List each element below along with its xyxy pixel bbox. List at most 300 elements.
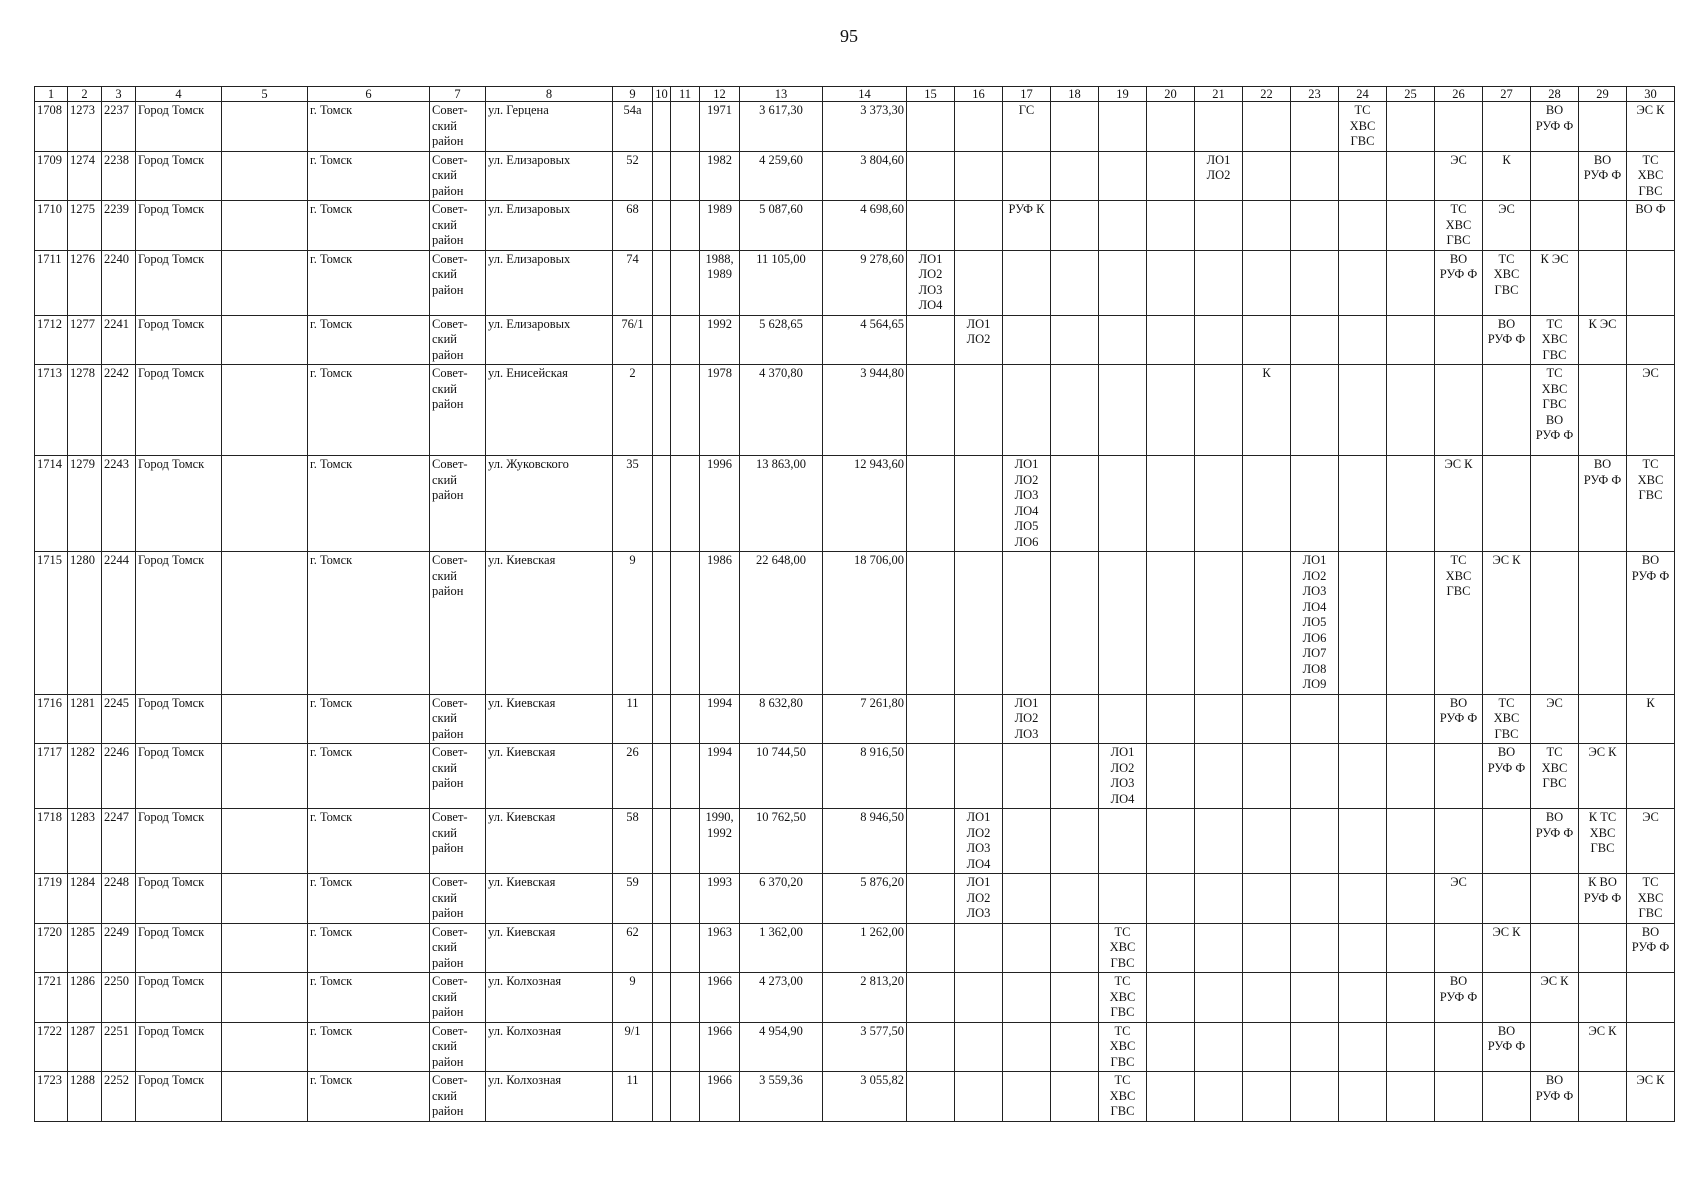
column-header: 22 [1243,87,1291,102]
column-header: 5 [222,87,308,102]
table-cell [1099,552,1147,695]
table-cell: 1971 [700,102,740,152]
table-cell: 2245 [102,694,136,744]
table-row [35,456,1675,552]
table-cell: ЛО1 ЛО2 ЛО3 ЛО4 [955,809,1003,874]
table-row [35,874,1675,924]
table-cell: 1966 [700,973,740,1023]
table-cell [1243,694,1291,744]
table-cell: 4 698,60 [823,201,907,251]
table-cell [671,874,700,924]
table-cell: ЭС К [1627,1072,1675,1122]
table-cell: 7 261,80 [823,694,907,744]
table-cell [1579,201,1627,251]
table-cell [1195,744,1243,809]
table-cell: г. Томск [308,694,430,744]
table-cell [653,923,671,973]
table-cell [1147,809,1195,874]
table-cell: Город Томск [136,874,222,924]
table-cell [1051,973,1099,1023]
header-row [35,87,1675,102]
table-cell [653,1022,671,1072]
table-cell: ВО РУФ Ф [1627,923,1675,973]
table-cell [1627,973,1675,1023]
table-cell [653,694,671,744]
table-cell [1147,151,1195,201]
table-cell [1243,315,1291,365]
table-cell [1387,1022,1435,1072]
table-cell [1627,1022,1675,1072]
table-cell [1483,1072,1531,1122]
table-cell [1531,201,1579,251]
table-cell: Совет- ский район [430,365,486,456]
table-cell [1387,744,1435,809]
table-cell [1627,250,1675,315]
table-cell [1291,874,1339,924]
table-cell: ул. Киевская [486,874,613,924]
table-header [35,87,1675,102]
table-cell: ВО РУФ Ф [1579,456,1627,552]
table-cell: 1284 [68,874,102,924]
table-cell: К [1243,365,1291,456]
table-cell [1387,694,1435,744]
table-cell: 1281 [68,694,102,744]
table-cell: г. Томск [308,1022,430,1072]
table-cell: 2252 [102,1072,136,1122]
table-cell [1195,809,1243,874]
table-cell [1003,809,1051,874]
table-cell: 1285 [68,923,102,973]
table-cell [1435,365,1483,456]
table-cell: г. Томск [308,250,430,315]
column-header: 17 [1003,87,1051,102]
table-cell [907,151,955,201]
housing-register-table [34,86,1675,1122]
table-cell: ГС [1003,102,1051,152]
table-cell [1531,151,1579,201]
table-cell [671,250,700,315]
table-cell: ул. Елизаровых [486,201,613,251]
table-row [35,973,1675,1023]
table-cell: Город Томск [136,694,222,744]
table-cell: г. Томск [308,201,430,251]
table-cell: 59 [613,874,653,924]
table-cell: РУФ К [1003,201,1051,251]
table-cell: г. Томск [308,973,430,1023]
table-cell [1579,552,1627,695]
table-cell [1291,1022,1339,1072]
table-cell: 4 564,65 [823,315,907,365]
table-cell: 5 628,65 [740,315,823,365]
table-cell [1099,874,1147,924]
table-cell: г. Томск [308,1072,430,1122]
table-cell: ТС ХВС ГВС [1099,973,1147,1023]
table-cell: ЭС [1627,809,1675,874]
table-cell [1291,250,1339,315]
table-row [35,201,1675,251]
table-cell: 1288 [68,1072,102,1122]
table-cell [1003,1072,1051,1122]
table-cell [1099,102,1147,152]
table-cell [907,315,955,365]
table-cell: Совет- ский район [430,315,486,365]
table-cell [1147,102,1195,152]
table-cell [1435,1022,1483,1072]
table-cell: 2 813,20 [823,973,907,1023]
table-cell: ТС ХВС ГВС [1435,201,1483,251]
table-cell: 3 617,30 [740,102,823,152]
table-cell [1387,874,1435,924]
table-cell [1195,201,1243,251]
table-cell: 11 [613,694,653,744]
table-cell: ВО РУФ Ф [1531,809,1579,874]
table-cell [1627,744,1675,809]
table-cell: 2240 [102,250,136,315]
column-header: 14 [823,87,907,102]
table-cell [907,694,955,744]
table-cell [1099,151,1147,201]
table-cell: 58 [613,809,653,874]
table-row [35,365,1675,456]
table-cell: ВО РУФ Ф [1483,1022,1531,1072]
table-cell [671,1072,700,1122]
table-cell [1291,151,1339,201]
table-cell: ул. Киевская [486,923,613,973]
table-cell [1387,1072,1435,1122]
table-cell: ТС ХВС ГВС [1099,1022,1147,1072]
table-cell: г. Томск [308,102,430,152]
table-cell: Город Томск [136,923,222,973]
table-cell [1387,809,1435,874]
table-cell [1291,315,1339,365]
table-cell [1195,456,1243,552]
table-cell: 2 [613,365,653,456]
table-cell: Город Томск [136,151,222,201]
table-cell: ЛО1 ЛО2 ЛО3 [1003,694,1051,744]
table-cell: ул. Колхозная [486,1022,613,1072]
table-cell [1291,809,1339,874]
table-cell: Совет- ский район [430,744,486,809]
table-cell: 2250 [102,973,136,1023]
table-cell [1003,552,1051,695]
table-cell: ТС ХВС ГВС ВО РУФ Ф [1531,365,1579,456]
table-cell: 1994 [700,694,740,744]
column-header: 11 [671,87,700,102]
table-cell [671,365,700,456]
table-cell [653,809,671,874]
table-cell [1291,102,1339,152]
table-cell: 1273 [68,102,102,152]
table-cell [653,250,671,315]
table-cell: Город Томск [136,552,222,695]
table-cell [1339,552,1387,695]
table-cell [1003,250,1051,315]
column-header: 28 [1531,87,1579,102]
table-cell [222,315,308,365]
table-cell [1339,201,1387,251]
table-cell: Город Томск [136,365,222,456]
table-cell [1099,315,1147,365]
table-cell: 76/1 [613,315,653,365]
table-cell: 1722 [35,1022,68,1072]
table-cell: 1986 [700,552,740,695]
table-cell [955,1072,1003,1122]
table-cell [907,809,955,874]
table-cell [1339,456,1387,552]
table-cell [1195,250,1243,315]
table-cell [1387,365,1435,456]
table-cell: ТС ХВС ГВС [1099,1072,1147,1122]
table-cell [671,201,700,251]
table-cell [955,552,1003,695]
table-cell: Совет- ский район [430,201,486,251]
table-cell: Город Томск [136,456,222,552]
table-cell [1003,151,1051,201]
table-cell [1387,973,1435,1023]
table-cell [1243,456,1291,552]
table-cell [1579,365,1627,456]
table-cell [955,365,1003,456]
table-cell: 1710 [35,201,68,251]
table-row [35,1022,1675,1072]
table-cell: ул. Елизаровых [486,151,613,201]
table-cell: 1721 [35,973,68,1023]
table-cell: 9 278,60 [823,250,907,315]
table-cell [1483,456,1531,552]
table-cell [671,151,700,201]
table-cell: ул. Киевская [486,552,613,695]
table-cell: Город Томск [136,1022,222,1072]
table-cell: ЭС К [1531,973,1579,1023]
table-cell: г. Томск [308,809,430,874]
table-cell: ВО РУФ Ф [1435,973,1483,1023]
table-cell [1579,102,1627,152]
table-cell [1051,250,1099,315]
table-cell [1291,1072,1339,1122]
table-cell [1051,201,1099,251]
table-cell: 18 706,00 [823,552,907,695]
table-cell: ВО РУФ Ф [1531,1072,1579,1122]
table-cell [1483,973,1531,1023]
table-cell [1387,201,1435,251]
table-cell: ТС ХВС ГВС [1483,694,1531,744]
table-cell: 1714 [35,456,68,552]
table-cell: Совет- ский район [430,456,486,552]
table-cell [1147,201,1195,251]
table-cell: ТС ХВС ГВС [1627,151,1675,201]
table-cell [1291,456,1339,552]
table-cell [1147,315,1195,365]
table-cell [222,809,308,874]
table-cell [653,201,671,251]
table-cell: ТС ХВС ГВС [1531,315,1579,365]
table-cell [1387,456,1435,552]
table-cell: ЛО1 ЛО2 ЛО3 ЛО4 [907,250,955,315]
table-cell: ТС ХВС ГВС [1531,744,1579,809]
table-cell: К [1483,151,1531,201]
table-cell: ЛО1 ЛО2 ЛО3 ЛО4 [1099,744,1147,809]
table-cell [671,552,700,695]
table-cell: Совет- ский район [430,973,486,1023]
table-cell [1051,1072,1099,1122]
table-cell: ЛО1 ЛО2 [1195,151,1243,201]
table-cell: Совет- ский район [430,809,486,874]
table-cell [907,456,955,552]
table-cell [1387,923,1435,973]
table-cell [1147,973,1195,1023]
table-cell: ЭС [1627,365,1675,456]
table-cell [1195,694,1243,744]
table-cell [222,365,308,456]
table-cell: ул. Енисейская [486,365,613,456]
table-cell: 4 370,80 [740,365,823,456]
table-cell: ВО РУФ Ф [1627,552,1675,695]
table-cell: 1276 [68,250,102,315]
table-cell [671,694,700,744]
table-cell: 1982 [700,151,740,201]
table-cell [1099,456,1147,552]
table-cell [1339,744,1387,809]
table-row [35,923,1675,973]
table-cell [1195,923,1243,973]
table-cell: 1708 [35,102,68,152]
table-cell [1243,1022,1291,1072]
table-cell [1195,552,1243,695]
table-cell [955,744,1003,809]
table-cell: ВО РУФ Ф [1579,151,1627,201]
table-cell: ВО РУФ Ф [1483,744,1531,809]
table-cell [1051,694,1099,744]
table-cell: 62 [613,923,653,973]
table-cell [222,973,308,1023]
table-cell: 1963 [700,923,740,973]
table-cell: 1723 [35,1072,68,1122]
table-cell: 1993 [700,874,740,924]
table-cell: 2246 [102,744,136,809]
table-cell: Город Томск [136,250,222,315]
table-cell: ЭС К [1483,552,1531,695]
table-cell: ЭС [1483,201,1531,251]
table-cell [1339,694,1387,744]
table-cell: ЭС [1531,694,1579,744]
table-cell: 1719 [35,874,68,924]
table-cell: 74 [613,250,653,315]
table-cell [1051,315,1099,365]
table-cell [1483,102,1531,152]
table-cell [1243,1072,1291,1122]
table-cell: 9/1 [613,1022,653,1072]
table-cell [1579,694,1627,744]
table-cell: 1988, 1989 [700,250,740,315]
table-cell: 9 [613,552,653,695]
table-cell [1243,250,1291,315]
table-cell: 1992 [700,315,740,365]
table-row [35,250,1675,315]
table-cell [1291,973,1339,1023]
table-cell [1339,1072,1387,1122]
table-cell: ЛО1 ЛО2 [955,315,1003,365]
table-cell [1627,315,1675,365]
table-cell [222,456,308,552]
table-cell: 3 559,36 [740,1072,823,1122]
table-cell [907,1022,955,1072]
table-cell: Совет- ский район [430,1072,486,1122]
table-cell [653,365,671,456]
table-cell [1531,456,1579,552]
table-cell [1339,1022,1387,1072]
table-cell [653,1072,671,1122]
table-cell: 1994 [700,744,740,809]
table-cell [1051,151,1099,201]
table-cell [1195,1072,1243,1122]
table-cell: 2249 [102,923,136,973]
table-cell [1243,973,1291,1023]
column-header: 8 [486,87,613,102]
column-header: 26 [1435,87,1483,102]
table-cell [1339,365,1387,456]
table-cell: ЭС К [1483,923,1531,973]
table-cell: Совет- ский район [430,694,486,744]
table-cell [1147,1072,1195,1122]
table-row [35,809,1675,874]
table-cell: Город Томск [136,1072,222,1122]
table-cell: Совет- ский район [430,151,486,201]
table-cell [907,552,955,695]
table-cell [1291,201,1339,251]
table-cell [1147,923,1195,973]
table-cell: 68 [613,201,653,251]
table-cell: 1978 [700,365,740,456]
table-cell: ВО РУФ Ф [1435,694,1483,744]
table-cell: Город Томск [136,973,222,1023]
table-cell: 1966 [700,1072,740,1122]
table-cell [1435,315,1483,365]
table-cell: К [1627,694,1675,744]
table-cell: 2244 [102,552,136,695]
table-cell: Совет- ский район [430,552,486,695]
table-cell: 1711 [35,250,68,315]
table-cell [907,201,955,251]
table-cell [1195,874,1243,924]
table-cell: 4 954,90 [740,1022,823,1072]
table-cell: 1280 [68,552,102,695]
table-cell [907,102,955,152]
column-header: 19 [1099,87,1147,102]
page-number: 95 [840,26,858,46]
table-row [35,744,1675,809]
table-cell: ул. Колхозная [486,973,613,1023]
table-cell [1243,809,1291,874]
table-cell [1195,1022,1243,1072]
table-cell [671,973,700,1023]
table-cell: 3 373,30 [823,102,907,152]
table-cell: г. Томск [308,456,430,552]
table-cell: 8 916,50 [823,744,907,809]
table-cell [1387,552,1435,695]
table-cell [222,151,308,201]
table-cell [1051,923,1099,973]
table-cell: 1715 [35,552,68,695]
table-cell [671,102,700,152]
column-header: 25 [1387,87,1435,102]
column-header: 9 [613,87,653,102]
table-cell [1339,315,1387,365]
table-cell: ЭС К [1435,456,1483,552]
table-cell [1051,874,1099,924]
table-cell [1387,151,1435,201]
table-cell [1051,744,1099,809]
table-row [35,102,1675,152]
